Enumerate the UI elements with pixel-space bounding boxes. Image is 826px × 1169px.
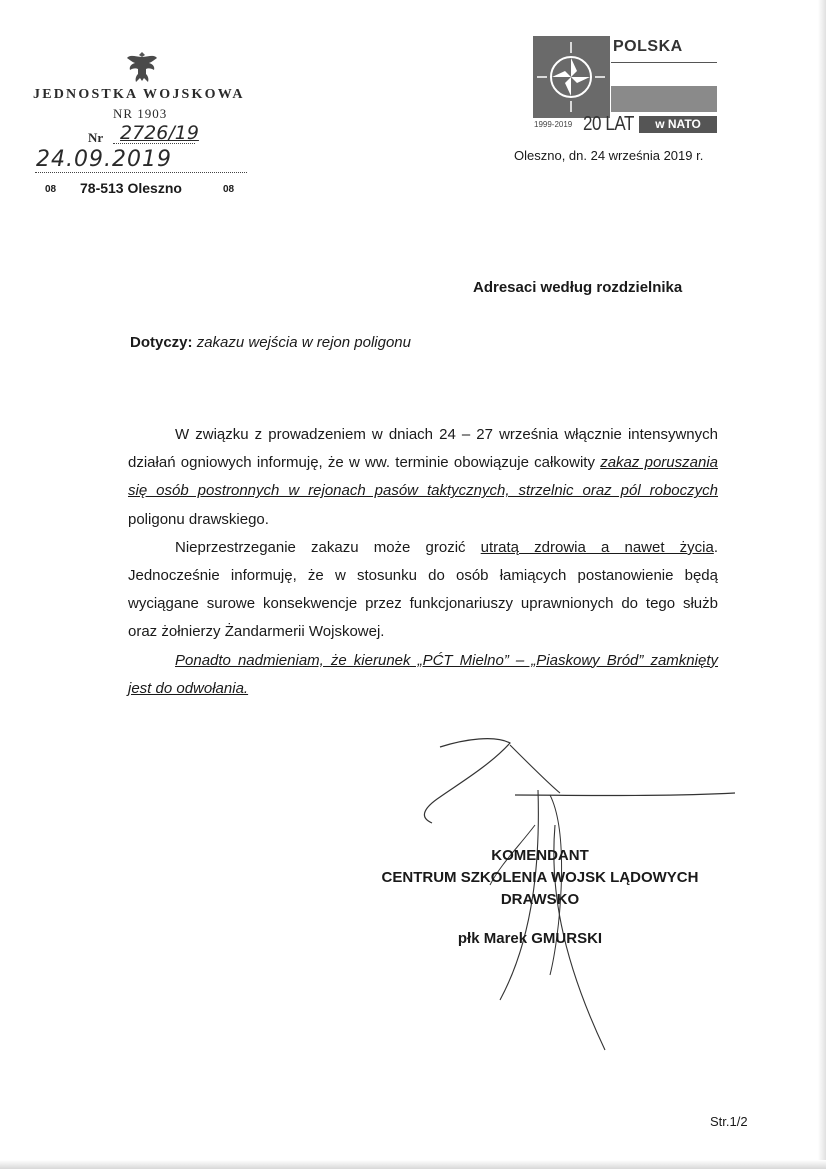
handwritten-date: 24.09.2019: [36, 147, 172, 172]
logo-anniversary: 20 LAT: [583, 113, 634, 135]
place-and-date: Oleszno, dn. 24 września 2019 r.: [514, 148, 704, 163]
letter-body: [128, 421, 718, 703]
handwritten-number: 2726/19: [120, 122, 199, 144]
subject-text: zakazu wejścia w rejon poligonu: [196, 334, 411, 351]
subject-line: [130, 334, 411, 351]
stamp-nr-label: Nr: [88, 130, 104, 145]
stamp-unit-name: JEDNOSTKA WOJSKOWA: [33, 87, 245, 102]
eagle-emblem-icon: [126, 50, 158, 84]
stamp-postal-address: 78-513 Oleszno: [80, 180, 182, 196]
paragraph-2: [128, 534, 718, 647]
signature-title: KOMENDANT: [491, 847, 589, 864]
logo-years: 1999-2019: [534, 120, 573, 129]
stamp-code: 08: [223, 184, 235, 195]
signature-unit: CENTRUM SZKOLENIA WOJSK LĄDOWYCH: [381, 869, 699, 886]
signature-block: [340, 845, 740, 911]
paragraph-emphasis: zakaz poruszania się osób postronnych w rejonach pasów taktycznych, strzelnic oraz pól roboczych: [128, 454, 718, 500]
paragraph-emphasis: utratą zdrowia a nawet życia: [480, 538, 714, 556]
stamp-unit-number: NR 1903: [113, 106, 168, 121]
signatory-name: płk Marek GMURSKI: [457, 930, 603, 947]
paragraph-3: [128, 647, 718, 703]
stamp-dotted-line: [35, 172, 247, 173]
paragraph-text: poligonu drawskiego.: [128, 510, 269, 528]
addressees: Adresaci według rozdzielnika: [473, 279, 683, 296]
paragraph-text: . Jednocześnie informuję, że w stosunku do osób łamiących postanowienie będą wyciągane surowe konsekwencje przez funkcjonariuszy uprawnionych do tego służb oraz żołnierzy Żandarmerii Wojskowej.: [128, 538, 718, 641]
logo-divider: [611, 62, 717, 63]
logo-grey-bar: [611, 86, 717, 112]
subject-label: Dotyczy:: [130, 334, 193, 351]
paragraph-1: [128, 421, 718, 534]
page-edge: [818, 0, 826, 1169]
stamp-code: 08: [45, 184, 57, 195]
logo-nato-badge: w NATO: [639, 116, 717, 133]
paragraph-emphasis: Ponadto nadmieniam, że kierunek „PĆT Mielno” – „Piaskowy Bród” zamknięty jest do odwołania.: [128, 651, 718, 697]
page-number: Str.1/2: [710, 1114, 748, 1129]
nato-compass-icon: [533, 36, 610, 118]
paragraph-text: Nieprzestrzeganie zakazu może grozić: [175, 538, 481, 556]
paragraph-text: W związku z prowadzeniem w dniach 24 – 27 września włącznie intensywnych działań ogniowych informuję, że w ww. terminie obowiązuje całkowity: [128, 426, 718, 472]
logo-country: POLSKA: [613, 38, 683, 55]
page-edge: [0, 1160, 826, 1169]
signature-location: DRAWSKO: [500, 891, 580, 908]
